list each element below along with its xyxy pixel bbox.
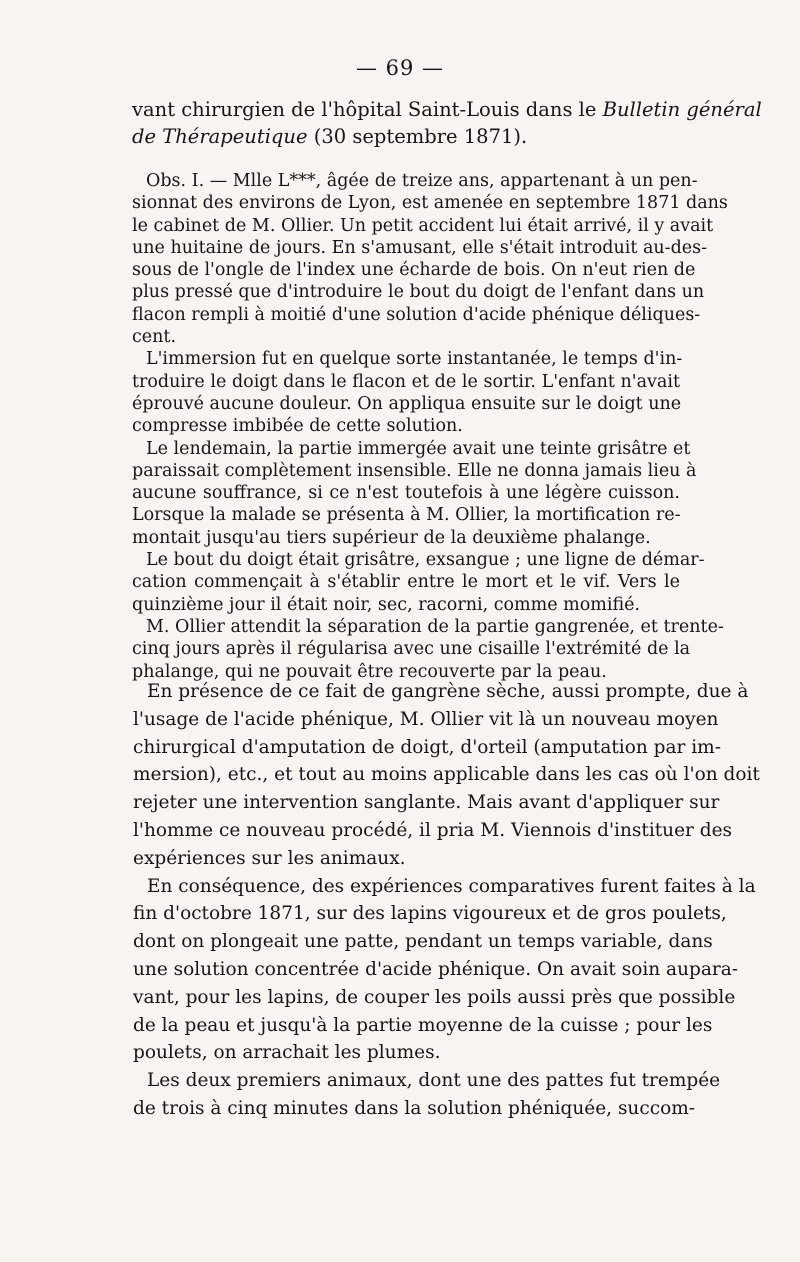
body-line: une solution concentrée d'acide phénique. On avait soin aupara- <box>133 958 738 980</box>
body-line: l'usage de l'acide phénique, M. Ollier vit là un nouveau moyen <box>133 708 719 730</box>
observation-line: quinzième jour il était noir, sec, racorni, comme momifié. <box>132 594 641 615</box>
body-line: vant, pour les lapins, de couper les poils aussi près que possible <box>133 986 736 1008</box>
observation-line: sous de l'ongle de l'index une écharde de bois. On n'eut rien de <box>132 260 696 281</box>
observation-line: cinq jours après il régularisa avec une cisaille l'extrémité de la <box>132 639 691 660</box>
body-line: mersion), etc., et tout au moins applicable dans les cas où l'on doit <box>133 764 760 786</box>
observation-paragraph <box>132 348 683 437</box>
body-line: expériences sur les animaux. <box>133 847 406 869</box>
body-line: de trois à cinq minutes dans la solution phéniquée, succom- <box>133 1097 696 1119</box>
body-line: rejeter une intervention sanglante. Mais avant d'appliquer sur <box>133 792 720 814</box>
observation-line: cent. <box>132 327 177 348</box>
observation-line: plus pressé que d'introduire le bout du doigt de l'enfant dans un <box>132 282 705 303</box>
observation-line: M. Ollier attendit la séparation de la partie gangrenée, et trente- <box>146 616 724 637</box>
observation-section <box>132 170 728 683</box>
body-line: En conséquence, des expériences comparatives furent faites à la <box>147 875 756 897</box>
observation-line: Lorsque la malade se présenta à M. Ollier, la mortification re- <box>132 505 681 526</box>
intro-paragraph <box>132 96 762 150</box>
body-paragraph <box>133 873 756 1068</box>
journal-title-part-1: Bulletin général <box>602 98 762 121</box>
body-line: poulets, on arrachait les plumes. <box>133 1042 441 1064</box>
intro-line-2: de Thérapeutique (30 septembre 1871). <box>132 125 528 148</box>
observation-line: montait jusqu'au tiers supérieur de la deuxième phalange. <box>132 527 651 548</box>
observation-line: une huitaine de jours. En s'amusant, elle s'était introduit au-des- <box>132 237 708 258</box>
intro-line-1: vant chirurgien de l'hôpital Saint-Louis dans le Bulletin général <box>132 98 762 121</box>
body-line: dont on plongeait une patte, pendant un temps variable, dans <box>133 931 713 953</box>
body-text-section <box>133 678 760 1123</box>
observation-line: cation commençait à s'établir entre le mort et le vif. Vers le <box>132 572 680 593</box>
observation-line: troduire le doigt dans le flacon et de le sortir. L'enfant n'avait <box>132 371 680 392</box>
observation-paragraph <box>132 170 728 348</box>
observation-line: compresse imbibée de cette solution. <box>132 416 463 437</box>
observation-line: Le lendemain, la partie immergée avait une teinte grisâtre et <box>146 438 691 459</box>
observation-line: éprouvé aucune douleur. On appliqua ensuite sur le doigt une <box>132 393 682 414</box>
observation-paragraph <box>132 549 705 616</box>
observation-paragraph <box>132 616 724 683</box>
body-line: de la peau et jusqu'à la partie moyenne de la cuisse ; pour les <box>133 1014 713 1036</box>
body-line: fin d'octobre 1871, sur des lapins vigoureux et de gros poulets, <box>133 903 727 925</box>
body-paragraph <box>133 1067 721 1123</box>
observation-line: paraissait complètement insensible. Elle ne donna jamais lieu à <box>132 460 697 481</box>
observation-line: phalange, qui ne pouvait être recouverte par la peau. <box>132 661 607 682</box>
observation-line: aucune souffrance, si ce n'est toutefois à une légère cuisson. <box>132 483 680 504</box>
body-line: l'homme ce nouveau procédé, il pria M. Viennois d'instituer des <box>133 819 733 841</box>
observation-paragraph <box>132 438 697 549</box>
journal-title-part-2: de Thérapeutique <box>132 125 308 148</box>
body-line: chirurgical d'amputation de doigt, d'orteil (amputation par im- <box>133 736 721 758</box>
observation-line: Obs. I. — Mlle L***, âgée de treize ans, appartenant à un pen- <box>146 171 698 191</box>
observation-line: L'immersion fut en quelque sorte instantanée, le temps d'in- <box>146 349 683 370</box>
page-number: — 69 — <box>355 56 445 80</box>
observation-line: le cabinet de M. Ollier. Un petit accident lui était arrivé, il y avait <box>132 215 714 236</box>
observation-line: sionnat des environs de Lyon, est amenée en septembre 1871 dans <box>132 193 728 214</box>
observation-line: flacon rempli à moitié d'une solution d'acide phénique déliques- <box>132 304 701 325</box>
body-paragraph <box>133 678 760 873</box>
body-line: En présence de ce fait de gangrène sèche, aussi prompte, due à <box>147 681 749 702</box>
observation-line: Le bout du doigt était grisâtre, exsangue ; une ligne de démar- <box>146 550 705 571</box>
body-line: Les deux premiers animaux, dont une des pattes fut trempée <box>147 1070 721 1092</box>
